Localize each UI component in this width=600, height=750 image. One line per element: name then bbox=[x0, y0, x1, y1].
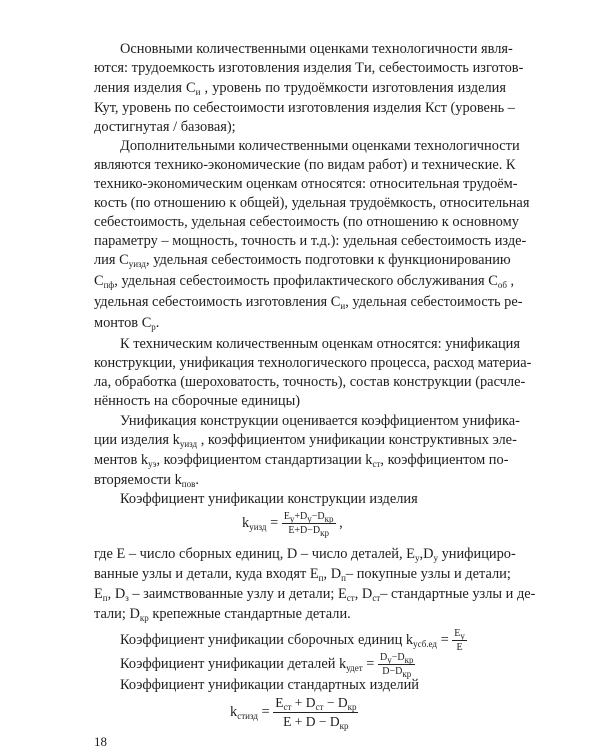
formula-kudet: Коэффициент унификации деталей $k_{удет}$ = $\frac{D_у-D_{кр}}{D-D_{кр}}$ bbox=[120, 652, 414, 679]
paragraph-2-line-3: технико-экономическим оценкам относятся: относительная трудоём- bbox=[94, 176, 518, 192]
paragraph-1-line-2: ются: трудоемкость изготовления изделия Tи, себестоимость изготов- bbox=[94, 60, 524, 76]
paragraph-2-line-8: $С_{пф}$, удельная себестоимость профилактического обслуживания $С_{об}$ , bbox=[94, 273, 515, 290]
paragraph-2-line-10: монтов $С_р$. bbox=[94, 315, 160, 332]
paragraph-4-line-4: вторяемости $k_{пов}$. bbox=[94, 472, 199, 489]
formula-kusbed: Коэффициент унификации сборочных единиц $k_{усб.ед}$ = $\frac{Е_у}{Е}$ bbox=[120, 628, 465, 653]
paragraph-3-line-2: конструкции, унификация технологического процесса, расход материа- bbox=[94, 355, 532, 371]
formula-kusbed-fraction: $\frac{Е_у}{Е}$ bbox=[454, 628, 465, 653]
formula-kudet-fraction: $\frac{D_у-D_{кр}}{D-D_{кр}}$ bbox=[380, 652, 414, 679]
paragraph-2-line-6: параметру – мощность, точность и т.д.): удельная себестоимость изде- bbox=[94, 233, 527, 249]
paragraph-6-line-4: тали; $D_{кр}$ крепежные стандартные детали. bbox=[94, 606, 351, 623]
paragraph-1-line-1: Основными количественными оценками технологичности явля- bbox=[120, 41, 513, 57]
paragraph-3-line-3: ла, обработка (шероховатость, точность), состав конструкции (расчле- bbox=[94, 374, 526, 390]
paragraph-6-line-2: ванные узлы и детали, куда входят $Е_п$, $D_п-$ покупные узлы и детали; bbox=[94, 566, 511, 583]
paragraph-5-line-1: Коэффициент унификации конструкции изделия bbox=[120, 491, 418, 507]
paragraph-2-line-5: себестоимость, удельная себестоимость (по отношению к основному bbox=[94, 214, 519, 230]
paragraph-1-line-4: Кут, уровень по себестоимости изготовления изделия Кст (уровень – bbox=[94, 100, 516, 116]
paragraph-2-line-1: Дополнительными количественными оценками технологичности bbox=[120, 138, 520, 154]
formula-kuizd-fraction: $\frac{Е_у+D_у-D_{кр}}{Е+D-D_{кр}}$ bbox=[283, 511, 334, 538]
paragraph-4-line-2: ции изделия $k_{уизд}$ , коэффициентом унификации конструктивных эле- bbox=[94, 432, 517, 449]
formula-kuizd: $k_{уизд}$ = $\frac{Е_у+D_у-D_{кр}}{Е+D-D_{кр}}$ , bbox=[242, 511, 343, 538]
paragraph-7-line-1: Коэффициент унификации стандартных изделий bbox=[120, 677, 419, 693]
paragraph-2-line-2: являются технико-экономические (по видам работ) и технические. К bbox=[94, 157, 516, 173]
paragraph-2-line-9: удельная себестоимость изготовления $С_и$, удельная себестоимость ре- bbox=[94, 294, 523, 311]
paragraph-6-line-1: где Е – число сборных единиц, D – число деталей, $Е_у,D_у$ унифициро- bbox=[94, 546, 516, 563]
paragraph-4-line-3: ментов $k_{уэ}$, коэффициентом стандартизации $k_{ст}$, коэффициентом по- bbox=[94, 452, 509, 469]
paragraph-3-line-4: нённость на сборочные единицы) bbox=[94, 393, 301, 409]
formula-kstizd: $k_{стизд}$ = $\frac{Е_{ст} + D_{ст} - D_{кр}}{Е + D - D_{кр}}$ bbox=[230, 695, 357, 731]
paragraph-1-line-3: ления изделия $С_и$ , уровень по трудоёмкости изготовления изделия bbox=[94, 80, 506, 97]
paragraph-2-line-7: лия $С_{уизд}$, удельная себестоимость подготовки к функционированию bbox=[94, 252, 511, 269]
formula-kstizd-fraction: $\frac{Е_{ст} + D_{ст} - D_{кр}}{Е + D - D_{кр}}$ bbox=[275, 695, 357, 731]
page-number: 18 bbox=[94, 734, 107, 749]
paragraph-3-line-1: К техническим количественным оценкам относятся: унификация bbox=[120, 336, 521, 352]
paragraph-4-line-1: Унификация конструкции оценивается коэффициентом унифика- bbox=[120, 413, 520, 429]
paragraph-2-line-4: кость (по отношению к общей), удельная трудоёмкость, относительная bbox=[94, 195, 530, 211]
paragraph-1-line-5: достигнутая / базовая); bbox=[94, 119, 236, 135]
paragraph-6-line-3: $Е_п$, $D_з$ – заимствованные узлу и детали; $Е_{ст}$, $D_{ст}-$ стандартные узлы и де- bbox=[94, 586, 536, 603]
